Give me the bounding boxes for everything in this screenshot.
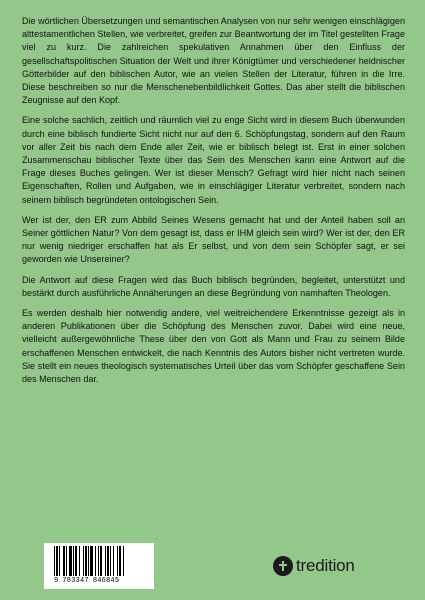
paragraph-1: Die wörtlichen Übersetzungen und semantischen Analysen von nur sehr wenigen einschlägigen alttestamentlichen Stellen, wie verbreitet, greifen zur Beantwortung der im Titel gestellten Frage viel zu kurz. Die zahlreichen spekulativen Annahmen über den Einfluss der gesellschaftspolitischen Situation der Welt und ihrer Königtümer und verschiedener heidnischer Götterbilder auf den biblischen Autor, wie an vielen Stellen der Literatur, führen in die Irre. Diese beschreiben so nur die Menschenebenbildlichkeit Gottes. Das aber stellt die biblischen Zeugnisse auf den Kopf.: [22, 16, 405, 106]
paragraph-4: Die Antwort auf diese Fragen wird das Buch biblisch begründen, begleitet, unterstützt und bestärkt durch ausführliche Annäherungen an diese Begründung von namhaften Theologen.: [22, 274, 405, 298]
barcode-digit-group: 9: [54, 577, 59, 585]
back-cover-text: [22, 15, 405, 393]
isbn-barcode: [44, 543, 154, 589]
paragraph-3: Wer ist der, den ER zum Abbild Seines Wesens gemacht hat und der Anteil haben soll an Seiner göttlichen Natur? Von dem gesagt ist, dass er IHM gleich sein wird? Wer ist der, den ER nur wenig niedriger erschaffen hat als Er selbst, und von dem sein Schöpfer sagt, er sei geworden wie Unsereiner?: [22, 214, 405, 265]
publisher-brand: [273, 556, 355, 576]
tredition-logo-icon: [273, 556, 293, 576]
barcode-digit-group: 783347: [62, 577, 89, 585]
barcode-digit-group: 846845: [92, 577, 120, 585]
barcode-bars: [54, 546, 146, 576]
publisher-name: tredition: [296, 556, 355, 575]
paragraph-5: Es werden deshalb hier notwendig andere, viel weitreichendere Erkenntnisse gezeigt als in anderen Publikationen über die Schöpfung des Menschen zuvor. Dabei wird eine neue, vielleicht außergewöhnliche These über den von Gott als Mann und Frau zu seinem Bilde erschaffenen Menschen entwickelt, die nach Kenntnis des Autors bisher nicht vertreten wurde. Sie stellt ein neues theologisch systematisches Urteil über das vom Schöpfer geschaffene Sein des Menschen dar.: [22, 308, 405, 385]
paragraph-2: Eine solche sachlich, zeitlich und räumlich viel zu enge Sicht wird in diesem Buch überwunden durch eine biblisch fundierte Sicht nicht nur auf den 6. Schöpfungstag, sondern auf den Raum vor aller Zeit bis nach dem Ende aller Zeit, wie er biblisch belegt ist. Erst in einer solchen Zusammenschau biblischer Texte über das Sein des Menschen kann eine Antwort auf die Frage dieses Buches gelingen. Wer ist dieser Mensch? Gefragt wird hier nicht nach seinen Eigenschaften, Rollen und Aufgaben, wie in einschlägiger Literatur verbreitet, sondern nach seinem biblisch begründeten ontologischen Sein.: [22, 115, 405, 205]
barcode-digits: [54, 577, 148, 585]
